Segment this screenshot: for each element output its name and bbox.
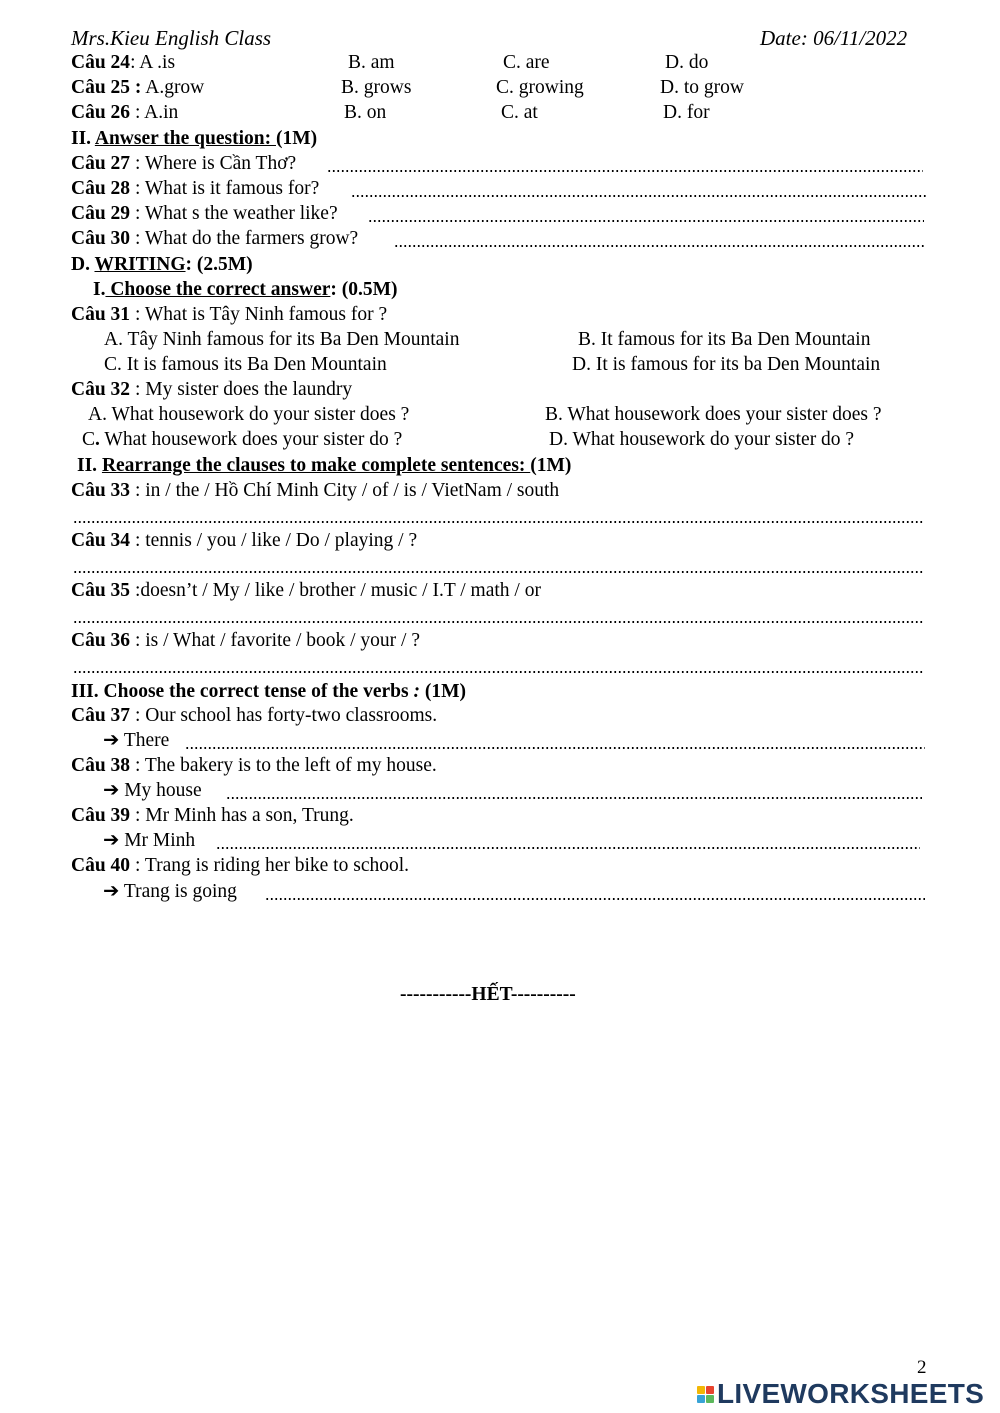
section-heading-tense: III. Choose the correct tense of the verbs : (1M) [71,681,466,702]
page-number: 2 [917,1357,927,1378]
option-a: A. Tây Ninh famous for its Ba Den Mountain [104,329,460,350]
section-heading-answer: II. Anwser the question: (1M) [71,128,318,149]
option-c: C. are [503,52,550,73]
option-c: C. What housework does your sister do ? [82,429,403,450]
answer-line[interactable] [73,521,923,523]
question-28: Câu 28 : What is it famous for? [71,178,320,199]
end-mark: -----------HẾT---------- [400,984,576,1005]
option-d: D. to grow [660,77,744,98]
option-b: B. It famous for its Ba Den Mountain [578,329,871,350]
answer-line[interactable] [327,170,923,172]
logo-square [706,1395,714,1403]
option-c: C. at [501,102,538,123]
option-d: D. It is famous for its ba Den Mountain [572,354,881,375]
question-33: Câu 33 : in / the / Hồ Chí Minh City / of / is / VietNam / south [71,480,560,501]
question-30: Câu 30 : What do the farmers grow? [71,228,359,249]
option-c: C. It is famous its Ba Den Mountain [104,354,387,375]
option-a: A.in [144,102,179,123]
answer-line[interactable] [185,747,925,749]
option-b: B. What housework does your sister does ? [545,404,882,425]
logo-square [697,1395,705,1403]
section-heading-choose: I. Choose the correct answer: (0.5M) [93,279,398,300]
question-31: Câu 31 : What is Tây Ninh famous for ? [71,304,388,325]
option-d: D. What housework do your sister do ? [549,429,855,450]
answer-line[interactable] [73,571,923,573]
rewrite-prompt: ➔ Mr Minh [103,830,196,851]
watermark-text: LIVEWORKSHEETS [717,1378,985,1409]
answer-line[interactable] [368,220,924,222]
question-32: Câu 32 : My sister does the laundry [71,379,353,400]
question-40: Câu 40 : Trang is riding her bike to school. [71,855,410,876]
question-36: Câu 36 : is / What / favorite / book / your / ? [71,630,420,651]
logo-mark-icon [697,1386,714,1403]
answer-line[interactable] [216,847,920,849]
answer-line[interactable] [226,797,922,799]
answer-line[interactable] [351,195,926,197]
option-a: A. What housework do your sister does ? [88,404,410,425]
rewrite-prompt: ➔ There [103,730,170,751]
question-35: Câu 35 :doesn’t / My / like / brother / music / I.T / math / or [71,580,541,601]
question-label: Câu 24 [71,52,131,73]
question-38: Câu 38 : The bakery is to the left of my house. [71,755,437,776]
option-b: B. grows [341,77,412,98]
arrow-icon: ➔ [103,830,120,851]
answer-line[interactable] [73,621,923,623]
question-34: Câu 34 : tennis / you / like / Do / playing / ? [71,530,418,551]
rewrite-prompt: ➔ My house [103,780,202,801]
question-39: Câu 39 : Mr Minh has a son, Trung. [71,805,354,826]
date: Date: 06/11/2022 [760,26,908,50]
section-heading-rearrange: II. Rearrange the clauses to make complete sentences: (1M) [77,455,572,476]
option-a: A.grow [145,77,205,98]
question-25 [71,78,204,98]
question-label: Câu 26 [71,102,131,123]
arrow-icon: ➔ [103,881,120,902]
question-29: Câu 29 : What s the weather like? [71,203,338,224]
logo-square [706,1386,714,1394]
question-26: Câu 26 : A.in [71,102,179,123]
answer-line[interactable] [394,245,926,247]
class-name: Mrs.Kieu English Class [71,26,272,50]
option-b: B. am [348,52,395,73]
answer-line[interactable] [265,898,925,900]
arrow-icon: ➔ [103,730,120,751]
question-37: Câu 37 : Our school has forty-two classrooms. [71,705,438,726]
logo-square [697,1386,705,1394]
option-d: D. for [663,102,710,123]
arrow-icon: ➔ [103,780,120,801]
question-24: Câu 24: A .is [71,52,176,73]
liveworksheets-logo [697,1378,984,1410]
option-b: B. on [344,102,387,123]
rewrite-prompt: ➔ Trang is going [103,881,237,902]
option-c: C. growing [496,77,584,98]
answer-line[interactable] [73,671,923,673]
section-heading-writing: D. WRITING: (2.5M) [71,254,253,275]
question-27: Câu 27 : Where is Cần Thơ? [71,153,297,174]
question-label: Câu 25 : [71,77,142,98]
option-d: D. do [665,52,709,73]
option-a: A .is [139,52,176,73]
